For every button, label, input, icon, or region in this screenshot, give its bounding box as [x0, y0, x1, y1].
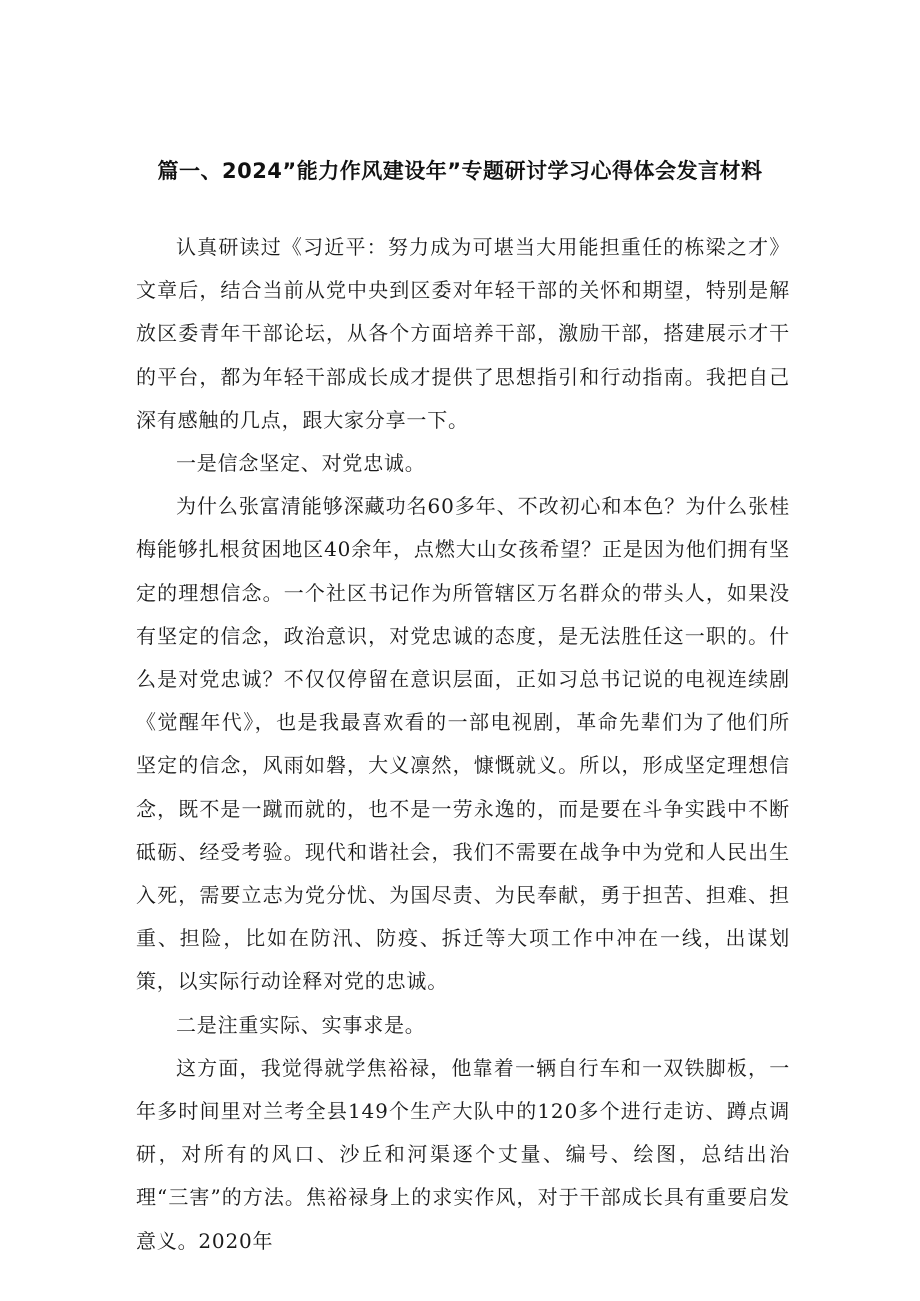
paragraph-heading-1: 一是信念坚定、对党忠诚。	[176, 451, 426, 476]
document-title: 篇一、2024”能力作风建设年”专题研讨学习心得体会发言材料	[157, 159, 763, 183]
document-body	[136, 226, 790, 1263]
paragraph-loyalty: 为什么张富清能够深藏功名60多年、不改初心和本色？为什么张桂梅能够扎根贫困地区40余年，点燃大山女孩希望？正是因为他们拥有坚定的理想信念。一个社区书记作为所管辖区万名群众的带头人，如果没有坚定的信念，政治意识，对党忠诚的态度，是无法胜任这一职的。什么是对党忠诚？不仅仅停留在意识层面，正如习总书记说的电视连续剧《觉醒年代》，也是我最喜欢看的一部电视剧，革命先辈们为了他们所坚定的信念，风雨如磐，大义凛然，慷慨就义。所以，形成坚定理想信念，既不是一蹴而就的，也不是一劳永逸的，而是要在斗争实践中不断砥砺、经受考验。现代和谐社会，我们不需要在战争中为党和人民出生入死，需要立志为党分忧、为国尽责、为民奉献，勇于担苦、担难、担重、担险，比如在防汛、防疫、拆迁等大项工作中冲在一线，出谋划策，以实际行动诠释对党的忠诚。	[136, 494, 790, 994]
paragraph-heading-2: 二是注重实际、实事求是。	[176, 1012, 426, 1037]
paragraph-intro: 认真研读过《习近平：努力成为可堪当大用能担重任的栋梁之才》文章后，结合当前从党中央到区委对年轻干部的关怀和期望，特别是解放区委青年干部论坛，从各个方面培养干部，激励干部，搭建展示才干的平台，都为年轻干部成长成才提供了思想指引和行动指南。我把自己深有感触的几点，跟大家分享一下。	[136, 235, 790, 432]
paragraph-practical: 这方面，我觉得就学焦裕禄，他靠着一辆自行车和一双铁脚板，一年多时间里对兰考全县149个生产大队中的120多个进行走访、蹲点调研，对所有的风口、沙丘和河渠逐个丈量、编号、绘图，总结出治理“三害”的方法。焦裕禄身上的求实作风，对于干部成长具有重要启发意义。2020年	[136, 1055, 790, 1253]
